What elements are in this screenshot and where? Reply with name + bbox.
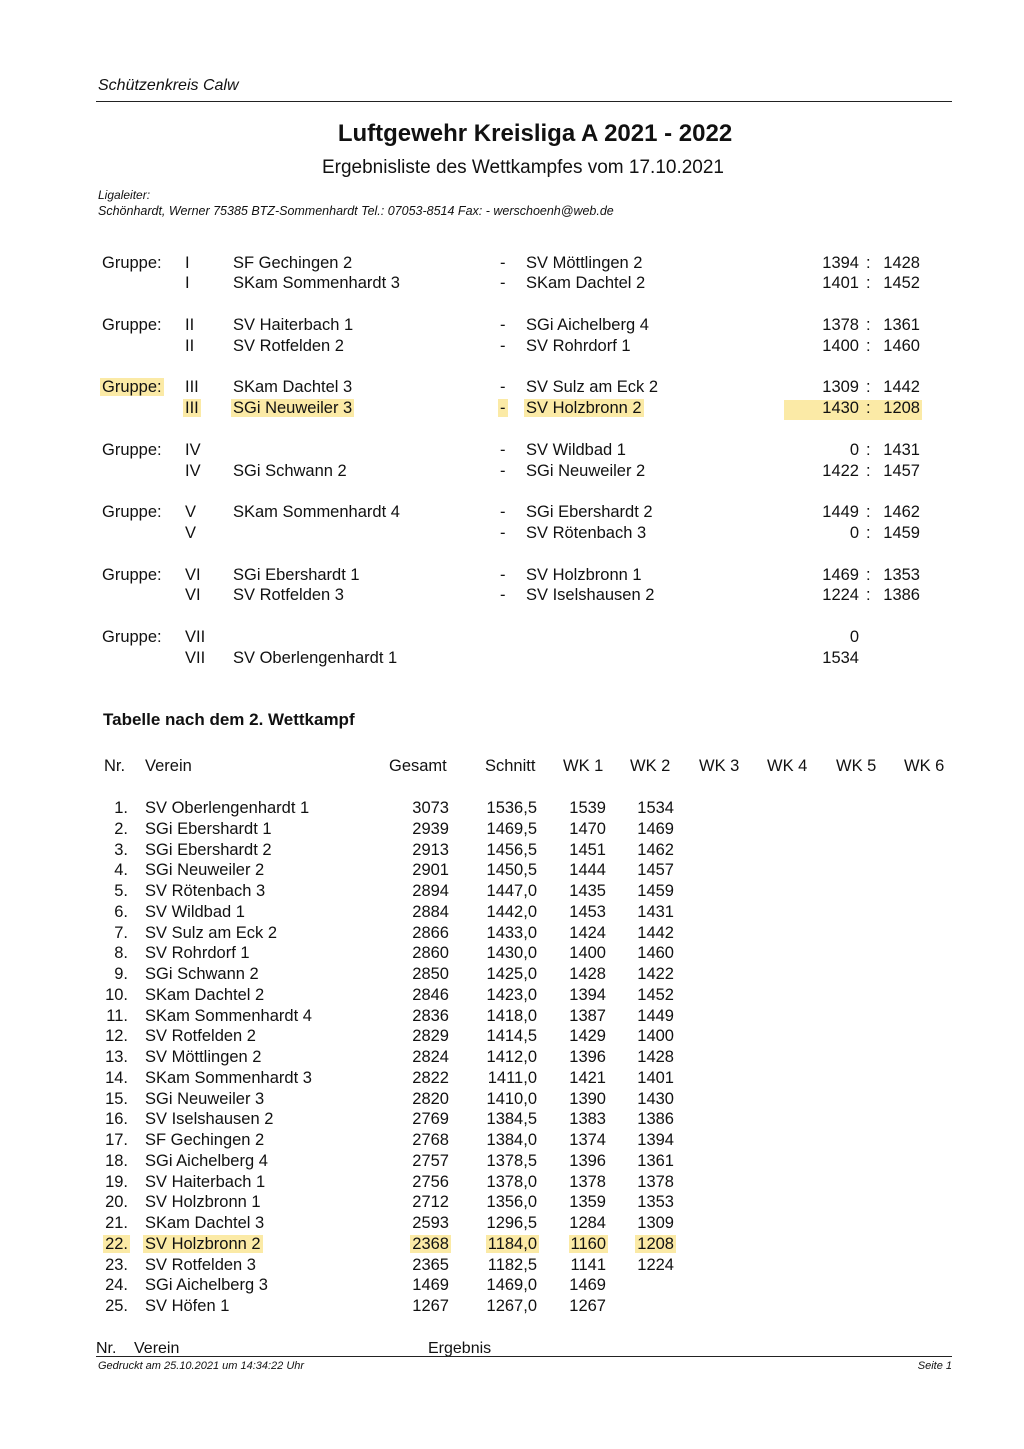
row-wk1: 1400 — [569, 944, 606, 963]
match-group-number: II — [185, 337, 195, 355]
match-separator: - — [500, 316, 506, 334]
match-group-label — [102, 378, 162, 397]
row-rank: 2. — [114, 819, 128, 838]
row-average: 1433,0 — [486, 923, 537, 942]
row-wk2: 1460 — [637, 944, 674, 963]
match-home-team: SKam Sommenhardt 3 — [233, 274, 400, 292]
match-score-colon: : — [866, 378, 871, 396]
row-club: SGi Neuweiler 2 — [145, 861, 265, 880]
match-home-score: 0 — [849, 524, 859, 542]
match-away-score: 1460 — [883, 337, 920, 355]
table-header-cell: Verein — [145, 757, 192, 775]
row-total — [380, 1235, 449, 1254]
match-away-team: SGi Aichelberg 4 — [526, 316, 649, 334]
row-average: 1469,5 — [486, 819, 537, 838]
row-rank: 3. — [114, 840, 128, 859]
row-average: 1182,5 — [487, 1255, 537, 1274]
row-total: 2860 — [412, 944, 449, 963]
row-rank: 8. — [114, 944, 128, 963]
match-separator: - — [500, 378, 506, 396]
row-total: 2824 — [412, 1048, 449, 1066]
row-club: SKam Dachtel 3 — [145, 1214, 265, 1232]
match-away-score: 1457 — [883, 462, 920, 480]
table-header-cell: WK 1 — [563, 757, 604, 775]
match-group-number: I — [185, 254, 190, 272]
row-wk1: 1396 — [569, 1151, 606, 1170]
match-home-score: 1394 — [822, 254, 859, 272]
highlight-mark: 22. — [105, 1234, 128, 1253]
row-total: 2820 — [412, 1089, 449, 1108]
match-group-label: Gruppe: — [102, 566, 162, 584]
row-club: SGi Aichelberg 3 — [145, 1276, 268, 1295]
row-wk2: 1449 — [637, 1006, 674, 1025]
match-score-colon: : — [866, 274, 871, 292]
match-home-team: SV Rotfelden 3 — [233, 586, 344, 604]
row-rank: 17. — [105, 1131, 128, 1149]
row-average: 1442,0 — [486, 902, 537, 921]
row-club: SV Haiterbach 1 — [145, 1172, 266, 1191]
row-average: 1536,5 — [486, 799, 537, 817]
match-score-colon: : — [866, 316, 871, 334]
match-separator: - — [500, 586, 506, 604]
row-total: 1267 — [412, 1297, 449, 1315]
row-wk2: 1469 — [637, 819, 674, 838]
match-home-score: 1449 — [822, 503, 859, 521]
row-wk1: 1421 — [569, 1068, 606, 1087]
match-away-score: 1361 — [883, 316, 920, 334]
row-wk2: 1361 — [637, 1151, 674, 1170]
match-home-score: 1422 — [822, 462, 859, 480]
highlight-mark: 1184,0 — [487, 1234, 537, 1253]
match-home-score: 1224 — [822, 586, 859, 604]
match-away-team: SV Holzbronn 1 — [526, 566, 642, 584]
row-wk1: 1428 — [569, 965, 606, 983]
row-total: 2850 — [412, 965, 449, 983]
match-away-score: 1459 — [883, 524, 920, 542]
row-wk1: 1424 — [569, 923, 606, 942]
row-wk2: 1452 — [637, 985, 674, 1004]
match-group-number: V — [185, 503, 197, 521]
match-group-label: Gruppe: — [102, 628, 162, 646]
match-separator: - — [500, 462, 506, 480]
table-header-cell: WK 6 — [904, 757, 945, 775]
match-home-team: SV Oberlengenhardt 1 — [233, 649, 398, 667]
row-average: 1410,0 — [486, 1089, 537, 1108]
row-total: 2884 — [412, 902, 449, 921]
match-group-number: V — [185, 524, 197, 542]
match-home-team: SF Gechingen 2 — [233, 254, 353, 272]
header-rule — [96, 101, 952, 102]
row-wk1: 1394 — [569, 985, 606, 1004]
row-club: SV Möttlingen 2 — [145, 1048, 262, 1066]
row-total: 2866 — [412, 923, 449, 942]
row-rank: 6. — [114, 902, 128, 921]
match-away-score: 1431 — [883, 441, 920, 459]
row-wk1: 1469 — [569, 1276, 606, 1295]
row-average — [470, 1235, 537, 1254]
row-wk2 — [624, 1235, 674, 1254]
row-average: 1296,5 — [486, 1214, 537, 1232]
row-rank: 20. — [105, 1193, 128, 1212]
row-club: SF Gechingen 2 — [145, 1131, 265, 1149]
row-wk1: 1390 — [569, 1089, 606, 1108]
row-wk1: 1378 — [569, 1172, 606, 1191]
row-rank: 19. — [105, 1172, 128, 1191]
row-total: 2913 — [412, 840, 449, 859]
row-club: SV Rotfelden 2 — [145, 1027, 256, 1046]
row-rank: 4. — [114, 861, 128, 880]
row-rank: 9. — [114, 965, 128, 983]
match-away-team: SGi Neuweiler 2 — [526, 462, 646, 480]
row-club: SGi Schwann 2 — [145, 965, 259, 983]
match-group-number — [185, 399, 199, 418]
table-header-cell: Gesamt — [389, 757, 447, 775]
row-wk2: 1459 — [637, 882, 674, 900]
table-title: Tabelle nach dem 2. Wettkampf — [103, 710, 355, 729]
row-total: 2712 — [412, 1193, 449, 1212]
highlight-mark: SV Holzbronn 2 — [145, 1234, 261, 1253]
row-club: SKam Sommenhardt 4 — [145, 1006, 312, 1025]
row-club: SGi Ebershardt 2 — [145, 840, 272, 859]
row-club: SV Rötenbach 3 — [145, 882, 266, 900]
match-home-score: 1469 — [822, 566, 859, 584]
match-score-colon: : — [866, 462, 871, 480]
row-average: 1378,5 — [486, 1151, 537, 1170]
footer-verein-label: Verein — [134, 1340, 180, 1357]
highlight-mark: Gruppe: — [102, 378, 162, 396]
match-home-team: SV Rotfelden 2 — [233, 337, 344, 355]
match-home-team: SV Haiterbach 1 — [233, 316, 354, 334]
row-average: 1447,0 — [486, 882, 537, 900]
match-away-score: 1386 — [883, 586, 920, 604]
row-club: SV Rohrdorf 1 — [145, 944, 250, 963]
row-wk2: 1428 — [637, 1048, 674, 1066]
row-wk2: 1309 — [637, 1214, 674, 1232]
row-club: SGi Aichelberg 4 — [145, 1151, 268, 1170]
row-average: 1469,0 — [486, 1276, 537, 1295]
match-score-colon: : — [866, 337, 871, 355]
footer-nr-label: Nr. — [96, 1340, 117, 1357]
match-group-label: Gruppe: — [102, 316, 162, 334]
match-away-team: SV Rohrdorf 1 — [526, 337, 631, 355]
row-wk2: 1422 — [637, 965, 674, 983]
row-rank: 11. — [106, 1006, 128, 1025]
row-total: 3073 — [412, 799, 449, 817]
row-club — [145, 1235, 261, 1254]
row-average: 1378,0 — [486, 1172, 537, 1191]
page-title: Luftgewehr Kreisliga A 2021 - 2022 — [337, 120, 733, 147]
match-score-colon: : — [866, 441, 871, 459]
row-total: 2829 — [412, 1027, 449, 1046]
match-group-number: II — [185, 316, 195, 334]
row-average: 1384,5 — [486, 1110, 537, 1129]
row-total: 2836 — [412, 1006, 449, 1025]
row-rank: 1. — [114, 799, 128, 817]
row-rank: 16. — [105, 1110, 128, 1129]
table-header-cell: Schnitt — [485, 757, 536, 775]
match-score-colon: : — [866, 399, 871, 417]
match-away-team: SV Möttlingen 2 — [526, 254, 643, 272]
row-club: SGi Ebershardt 1 — [145, 819, 272, 838]
page-subtitle: Ergebnisliste des Wettkampfes vom 17.10.2021 — [321, 157, 725, 178]
row-club: SGi Neuweiler 3 — [145, 1089, 265, 1108]
row-club: SV Iselshausen 2 — [145, 1110, 274, 1129]
row-average: 1384,0 — [486, 1131, 537, 1149]
match-home-score: 0 — [849, 628, 859, 646]
row-rank: 24. — [105, 1276, 128, 1295]
row-wk1: 1453 — [569, 902, 606, 921]
highlight-mark: III — [185, 399, 199, 417]
match-away-team: SV Sulz am Eck 2 — [526, 378, 659, 396]
row-total: 2757 — [412, 1151, 449, 1170]
match-home-score: 0 — [849, 441, 859, 459]
row-rank: 14. — [105, 1068, 128, 1087]
match-away-score: 1353 — [883, 566, 920, 584]
row-rank: 13. — [105, 1048, 128, 1066]
match-away-score: 1452 — [883, 274, 920, 292]
highlight-mark: 1160 — [570, 1234, 606, 1253]
match-group-label: Gruppe: — [102, 254, 162, 272]
row-rank: 7. — [114, 923, 128, 942]
match-home-score: 1378 — [822, 316, 859, 334]
row-wk1: 1435 — [569, 882, 606, 900]
row-rank: 21. — [105, 1214, 128, 1232]
row-wk2: 1353 — [637, 1193, 674, 1212]
row-club: SV Wildbad 1 — [145, 902, 245, 921]
match-group-number: III — [185, 378, 199, 396]
match-score-colon: : — [866, 566, 871, 584]
footer-rule — [96, 1356, 952, 1357]
match-away-team: SV Iselshausen 2 — [526, 586, 655, 604]
row-wk1: 1359 — [569, 1193, 606, 1212]
row-wk1: 1284 — [569, 1214, 606, 1232]
row-wk1: 1141 — [570, 1255, 606, 1274]
row-wk2: 1534 — [637, 799, 674, 817]
match-score-colon: : — [866, 524, 871, 542]
table-header-cell: WK 3 — [699, 757, 740, 775]
row-rank: 12. — [105, 1027, 128, 1046]
match-score-colon: : — [866, 503, 871, 521]
match-group-label: Gruppe: — [102, 441, 162, 459]
row-average: 1356,0 — [486, 1193, 537, 1212]
match-group-number: VI — [185, 586, 201, 604]
row-rank: 25. — [105, 1297, 128, 1315]
match-separator — [500, 399, 506, 418]
row-total: 2593 — [412, 1214, 449, 1232]
match-group-number: IV — [185, 462, 201, 480]
match-group-label: Gruppe: — [102, 503, 162, 521]
row-wk2: 1400 — [637, 1027, 674, 1046]
row-average: 1267,0 — [486, 1297, 537, 1315]
row-total: 2769 — [412, 1110, 449, 1129]
ligaleiter-contact: Schönhardt, Werner 75385 BTZ-Sommenhardt Tel.: 07053-8514 Fax: - werschoenh@web.de — [98, 204, 614, 218]
page-number: Seite 1 — [917, 1360, 952, 1372]
match-group-number: VI — [185, 566, 201, 584]
printed-timestamp: Gedruckt am 25.10.2021 um 14:34:22 Uhr — [98, 1360, 305, 1372]
row-club: SKam Dachtel 2 — [145, 985, 265, 1004]
table-header-cell: Nr. — [104, 757, 126, 775]
row-average: 1430,0 — [486, 944, 537, 963]
organization-name: Schützenkreis Calw — [98, 77, 239, 94]
row-average: 1418,0 — [486, 1006, 537, 1025]
match-home-team: SKam Dachtel 3 — [233, 378, 353, 396]
match-home-score: 1401 — [822, 274, 859, 292]
match-separator: - — [500, 566, 506, 584]
row-average: 1414,5 — [486, 1027, 537, 1046]
match-home-score: 1430 — [822, 399, 859, 417]
match-separator: - — [500, 337, 506, 355]
highlight-mark: 1208 — [637, 1234, 674, 1253]
row-average: 1450,5 — [486, 861, 537, 880]
row-rank: 5. — [114, 882, 128, 900]
match-separator: - — [500, 441, 506, 459]
row-wk1: 1470 — [569, 819, 606, 838]
row-total: 2756 — [412, 1172, 449, 1191]
table-header-cell: WK 4 — [767, 757, 808, 775]
match-home-team: SKam Sommenhardt 4 — [233, 503, 400, 521]
row-rank — [96, 1235, 128, 1254]
row-wk1: 1444 — [569, 861, 606, 880]
match-away-team: SV Rötenbach 3 — [526, 524, 647, 542]
row-rank: 23. — [105, 1255, 128, 1274]
row-wk2: 1224 — [637, 1255, 674, 1274]
row-wk1: 1387 — [569, 1006, 606, 1025]
row-wk1: 1451 — [569, 840, 606, 859]
match-separator: - — [500, 274, 506, 292]
row-total: 2768 — [412, 1131, 449, 1149]
match-score-colon: : — [866, 586, 871, 604]
row-wk2: 1457 — [637, 861, 674, 880]
row-club: SV Sulz am Eck 2 — [145, 923, 278, 942]
highlight-mark: - — [500, 399, 506, 417]
row-wk1: 1267 — [569, 1297, 606, 1315]
row-wk1: 1374 — [569, 1131, 606, 1149]
match-home-team: SGi Schwann 2 — [233, 462, 347, 480]
row-total: 2365 — [412, 1255, 449, 1274]
match-group-number: I — [185, 274, 190, 292]
table-header-cell: WK 2 — [630, 757, 671, 775]
row-total: 2939 — [412, 819, 449, 838]
match-away-score: 1428 — [883, 254, 920, 272]
match-home-team — [233, 399, 352, 418]
match-score-colon: : — [866, 254, 871, 272]
match-group-number: VII — [185, 649, 206, 667]
row-club: SV Rotfelden 3 — [145, 1255, 256, 1274]
match-separator: - — [500, 524, 506, 542]
row-rank: 10. — [105, 985, 128, 1004]
row-wk2: 1394 — [637, 1131, 674, 1149]
row-wk1: 1429 — [569, 1027, 606, 1046]
row-total: 1469 — [412, 1276, 449, 1295]
match-home-score: 1534 — [822, 649, 859, 667]
row-total: 2846 — [412, 985, 449, 1004]
row-wk2: 1431 — [637, 902, 674, 921]
row-rank: 15. — [105, 1089, 128, 1108]
row-average: 1456,5 — [486, 840, 537, 859]
row-wk1 — [556, 1235, 606, 1254]
match-away-score: 1208 — [883, 399, 920, 417]
match-home-score: 1400 — [822, 337, 859, 355]
match-group-number: IV — [185, 441, 201, 459]
row-club: SV Oberlengenhardt 1 — [145, 799, 310, 817]
row-average: 1411,0 — [487, 1068, 537, 1087]
row-wk2: 1430 — [637, 1089, 674, 1108]
row-rank: 18. — [105, 1151, 128, 1170]
row-total: 2822 — [412, 1068, 449, 1087]
match-group-number: VII — [185, 628, 206, 646]
row-club: SKam Sommenhardt 3 — [145, 1068, 312, 1087]
highlight-mark: SGi Neuweiler 3 — [233, 399, 353, 417]
match-separator: - — [500, 503, 506, 521]
row-wk1: 1539 — [569, 799, 606, 817]
row-average: 1412,0 — [486, 1048, 537, 1066]
ligaleiter-label: Ligaleiter: — [98, 188, 151, 202]
highlight-mark: 2368 — [412, 1234, 449, 1253]
match-away-score: 1462 — [883, 503, 920, 521]
match-away-team — [526, 399, 642, 418]
row-club: SV Holzbronn 1 — [145, 1193, 261, 1212]
highlight-mark: SV Holzbronn 2 — [526, 399, 642, 417]
match-away-team: SGi Ebershardt 2 — [526, 503, 653, 521]
row-wk2: 1378 — [637, 1172, 674, 1191]
row-wk1: 1383 — [569, 1110, 606, 1129]
row-wk2: 1442 — [637, 923, 674, 942]
footer-ergebnis-label: Ergebnis — [428, 1340, 492, 1357]
match-home-score: 1309 — [822, 378, 859, 396]
row-wk2: 1401 — [637, 1068, 674, 1087]
match-separator: - — [500, 254, 506, 272]
row-total: 2894 — [412, 882, 449, 900]
row-club: SV Höfen 1 — [145, 1297, 230, 1315]
row-average: 1425,0 — [486, 965, 537, 983]
match-away-team: SKam Dachtel 2 — [526, 274, 646, 292]
row-wk2: 1386 — [637, 1110, 674, 1129]
table-header-cell: WK 5 — [836, 757, 877, 775]
match-away-team: SV Wildbad 1 — [526, 441, 626, 459]
row-wk1: 1396 — [569, 1048, 606, 1066]
row-wk2: 1462 — [637, 840, 674, 859]
match-home-team: SGi Ebershardt 1 — [233, 566, 360, 584]
match-away-score: 1442 — [883, 378, 920, 396]
row-average: 1423,0 — [486, 985, 537, 1004]
row-total: 2901 — [412, 861, 449, 880]
